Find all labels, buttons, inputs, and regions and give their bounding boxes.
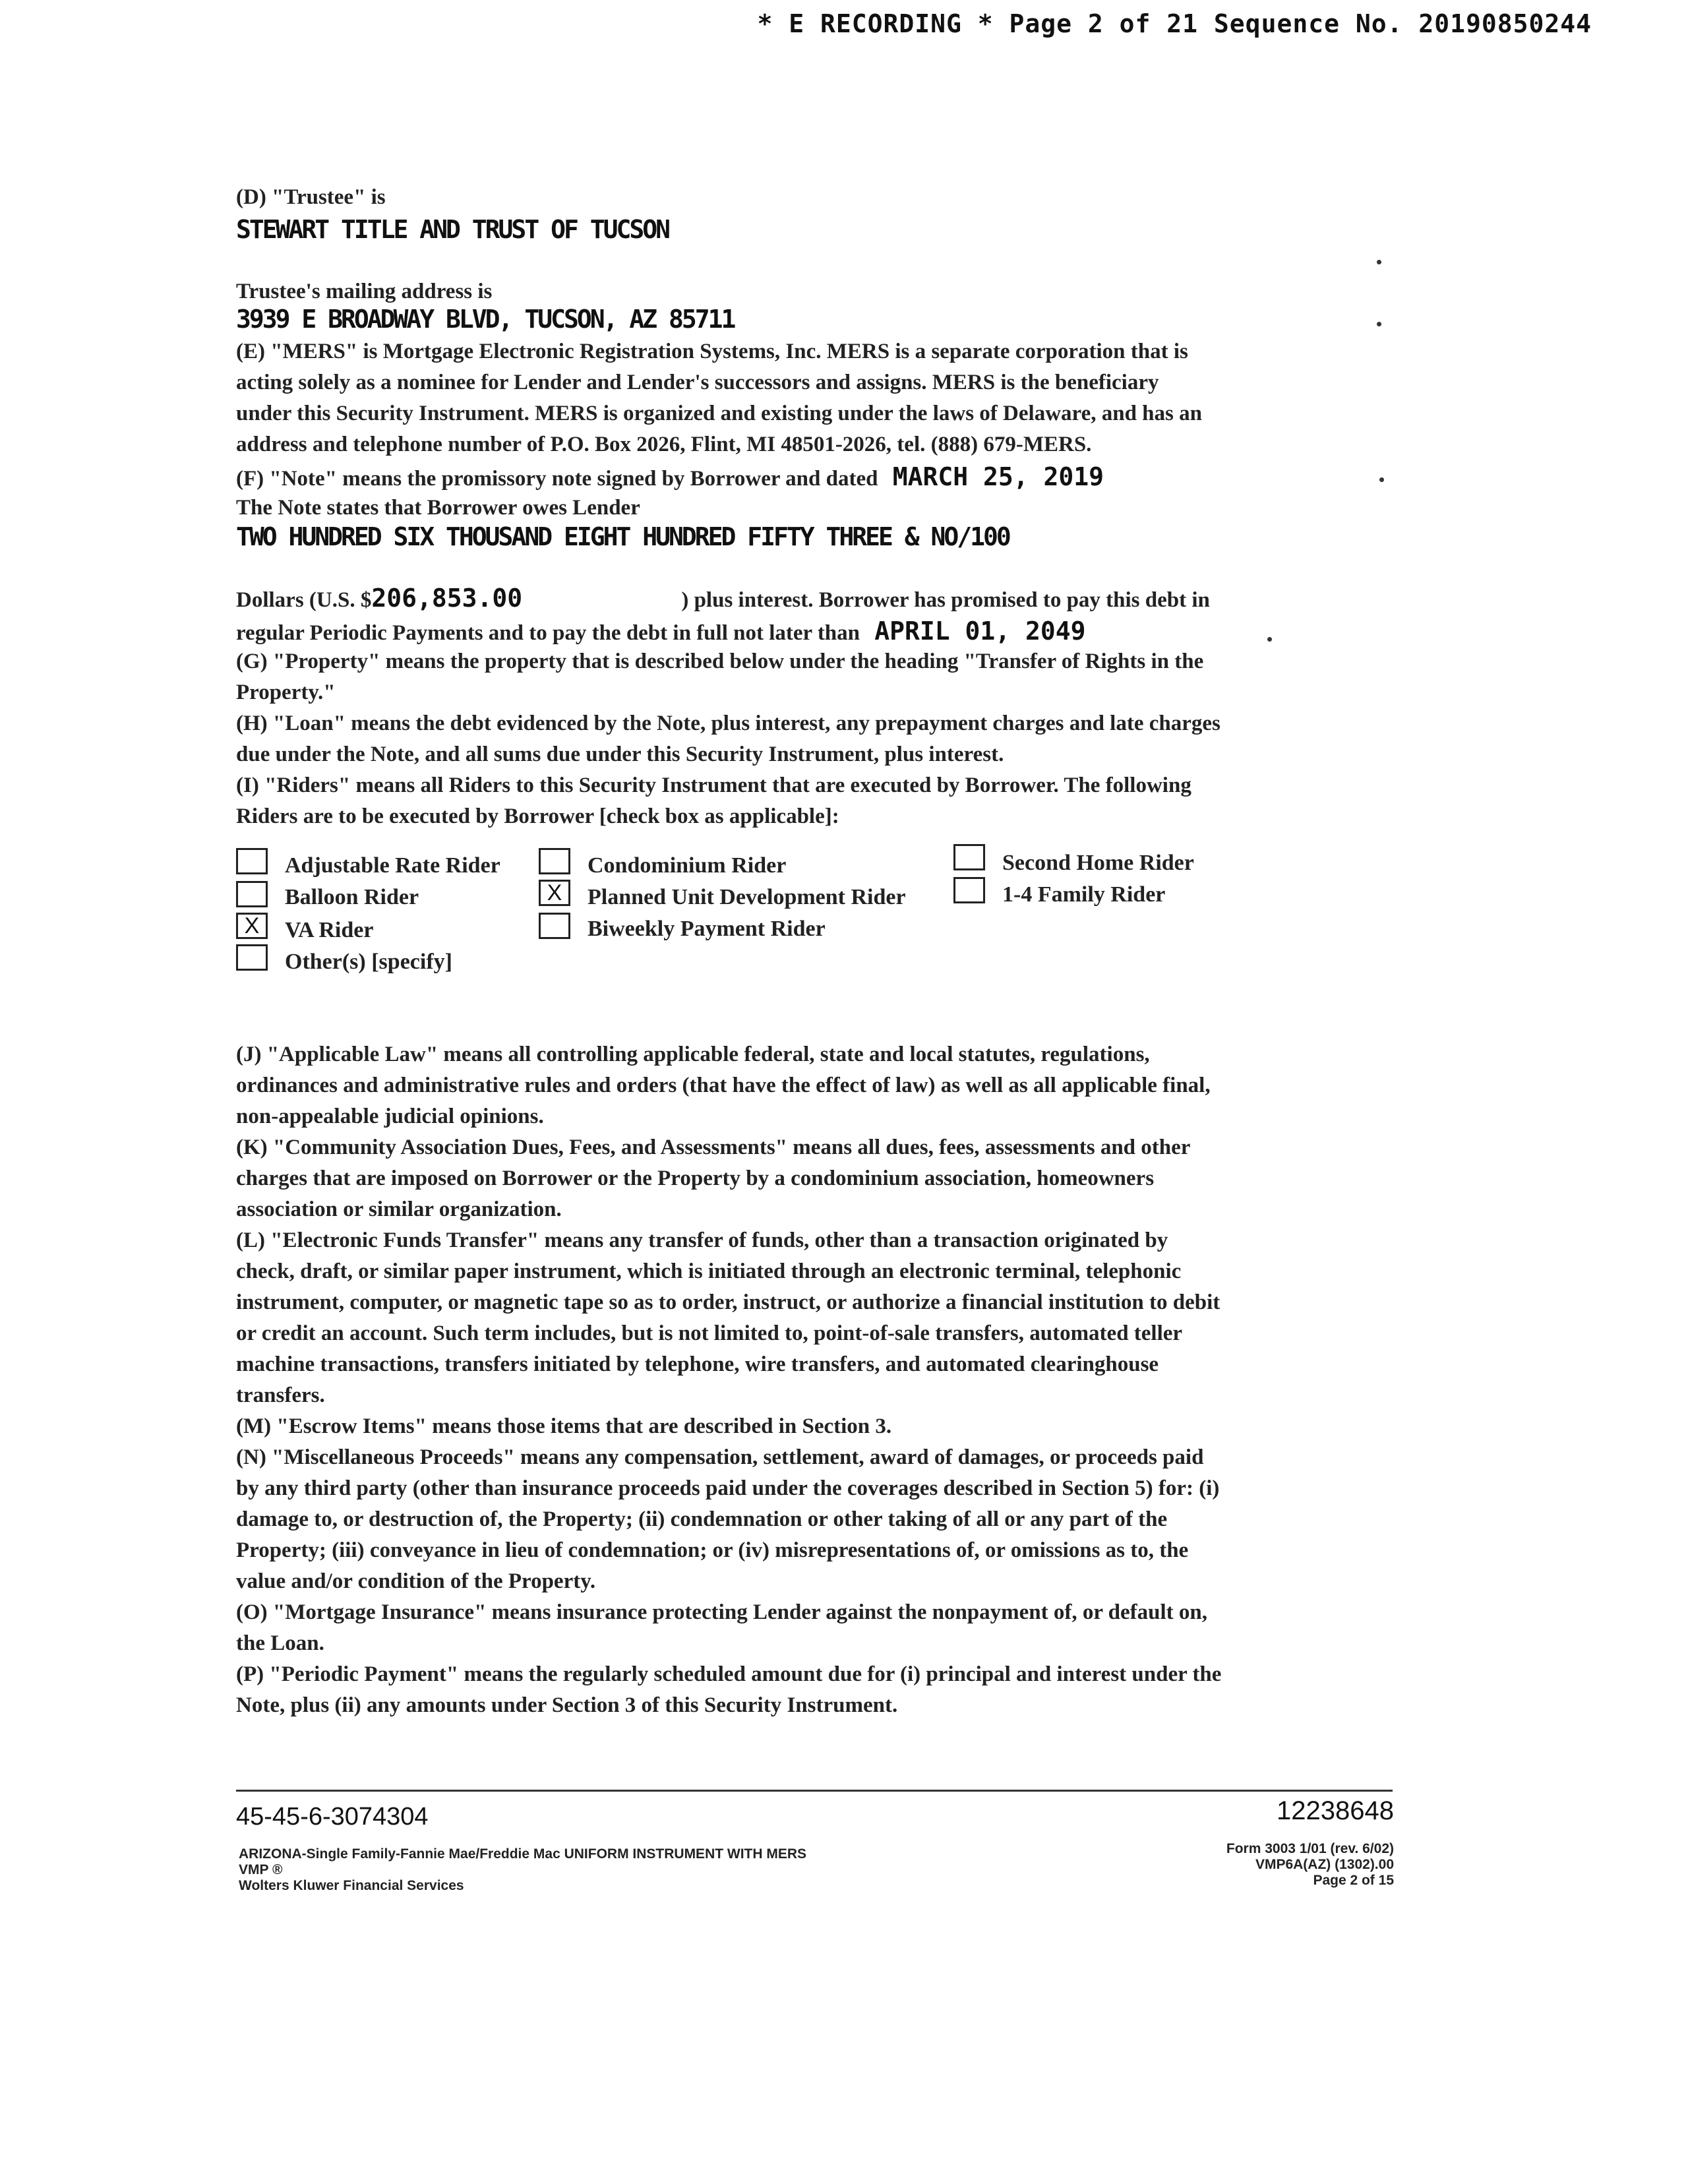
loan-amount: 206,853.00 <box>371 584 523 613</box>
rider-label-adjustable-rate: Adjustable Rate Rider <box>285 853 500 878</box>
rider-checkbox-planned-unit-development[interactable]: X <box>539 880 570 906</box>
mers-line: under this Security Instrument. MERS is organized and existing under the laws of Delaware, and has an <box>236 402 1202 425</box>
trustee-address-label: Trustee's mailing address is <box>236 280 493 303</box>
mers-line: acting solely as a nominee for Lender and Lender's successors and assigns. MERS is the beneficiary <box>236 371 1159 394</box>
maturity-text: regular Periodic Payments and to pay the debt in full not later than <box>236 621 860 645</box>
definition-line: by any third party (other than insurance proceeds paid under the coverages described in Section 5) for: (i) <box>236 1476 1220 1500</box>
rider-label-condominium: Condominium Rider <box>588 853 787 878</box>
form-identifiers <box>1226 1841 1394 1889</box>
rider-label-other: Other(s) [specify] <box>285 950 452 974</box>
definition-line: association or similar organization. <box>236 1198 562 1221</box>
definition-line: instrument, computer, or magnetic tape so as to order, instruct, or authorize a financial institution to debit <box>236 1290 1221 1314</box>
definition-line: due under the Note, and all sums due under this Security Instrument, plus interest. <box>236 743 1004 766</box>
rider-checkbox-va[interactable]: X <box>236 913 268 939</box>
note-text: (F) "Note" means the promissory note signed by Borrower and dated <box>236 467 878 491</box>
mers-paragraph <box>236 336 1391 460</box>
definition-line: Property." <box>236 681 336 704</box>
form-number: Form 3003 1/01 (rev. 6/02) <box>1226 1841 1394 1856</box>
definition-line: machine transactions, transfers initiated by telephone, wire transfers, and automated clearinghouse <box>236 1352 1159 1376</box>
mers-line: (E) "MERS" is Mortgage Electronic Registration Systems, Inc. MERS is a separate corporation that is <box>236 340 1188 363</box>
page-number: Page 2 of 15 <box>1313 1873 1394 1888</box>
definition-line: transfers. <box>236 1383 325 1407</box>
definition-line: or credit an account. Such term includes, but is not limited to, point-of-sale transfers, automated teller <box>236 1321 1183 1345</box>
definition-line: (N) "Miscellaneous Proceeds" means any compensation, settlement, award of damages, or proceeds paid <box>236 1445 1204 1469</box>
rider-checkbox-second-home[interactable] <box>953 844 985 870</box>
dot-mark <box>1379 477 1384 482</box>
rider-checkbox-1-4-family[interactable] <box>953 877 985 903</box>
definition-line: (G) "Property" means the property that is described below under the heading "Transfer of Rights in the <box>236 650 1204 673</box>
footer-rule <box>236 1790 1393 1792</box>
definition-line: (I) "Riders" means all Riders to this Security Instrument that are executed by Borrower. The following <box>236 774 1191 797</box>
dollars-suffix: ) plus interest. Borrower has promised to pay this debt in <box>681 588 1210 612</box>
definitions-j-p <box>236 1039 1391 1721</box>
loan-number: 45-45-6-3074304 <box>236 1803 429 1831</box>
definition-line: (H) "Loan" means the debt evidenced by the Note, plus interest, any prepayment charges and late charges <box>236 712 1221 735</box>
rider-checkbox-biweekly-payment[interactable] <box>539 913 570 939</box>
rider-checkbox-adjustable-rate[interactable] <box>236 848 268 874</box>
definition-line: value and/or condition of the Property. <box>236 1569 596 1593</box>
trustee-name: STEWART TITLE AND TRUST OF TUCSON <box>236 215 669 244</box>
definition-line: check, draft, or similar paper instrument, which is initiated through an electronic terminal, telephonic <box>236 1259 1182 1283</box>
amount-in-words: TWO HUNDRED SIX THOUSAND EIGHT HUNDRED FIFTY THREE & NO/100 <box>236 522 1010 551</box>
maturity-date: APRIL 01, 2049 <box>874 617 1086 646</box>
rider-label-second-home: Second Home Rider <box>1002 851 1194 875</box>
form-description <box>239 1846 806 1894</box>
definition-line: (J) "Applicable Law" means all controlling applicable federal, state and local statutes, regulations, <box>236 1043 1150 1066</box>
definition-line: (O) "Mortgage Insurance" means insurance protecting Lender against the nonpayment of, or default on, <box>236 1600 1208 1624</box>
document-number: 12238648 <box>1277 1796 1394 1825</box>
definition-line: damage to, or destruction of, the Property; (ii) condemnation or other taking of all or any part of the <box>236 1507 1168 1531</box>
definition-line: Note, plus (ii) any amounts under Section 3 of this Security Instrument. <box>236 1693 898 1717</box>
definition-line: non-appealable judicial opinions. <box>236 1105 544 1128</box>
definition-line: Property; (iii) conveyance in lieu of condemnation; or (iv) misrepresentations of, or omissions as to, the <box>236 1538 1189 1562</box>
publisher-name: Wolters Kluwer Financial Services <box>239 1878 464 1893</box>
trustee-address: 3939 E BROADWAY BLVD, TUCSON, AZ 85711 <box>236 305 735 334</box>
maturity-line <box>236 617 1086 646</box>
note-owes-label: The Note states that Borrower owes Lender <box>236 496 640 520</box>
rider-checkbox-balloon[interactable] <box>236 881 268 907</box>
definition-line: (P) "Periodic Payment" means the regularly scheduled amount due for (i) principal and interest under the <box>236 1662 1222 1686</box>
dot-mark <box>1267 637 1272 642</box>
rider-label-biweekly-payment: Biweekly Payment Rider <box>588 917 826 941</box>
definition-line: (L) "Electronic Funds Transfer" means any transfer of funds, other than a transaction originated by <box>236 1228 1168 1252</box>
rider-label-planned-unit-development: Planned Unit Development Rider <box>588 885 906 909</box>
definition-line: (M) "Escrow Items" means those items that are described in Section 3. <box>236 1414 892 1438</box>
rider-label-1-4-family: 1-4 Family Rider <box>1002 882 1166 907</box>
vmp-mark: VMP ® <box>239 1862 283 1877</box>
rider-label-balloon: Balloon Rider <box>285 885 419 909</box>
definition-line: (K) "Community Association Dues, Fees, and Assessments" means all dues, fees, assessments and other <box>236 1136 1191 1159</box>
rider-checkbox-other[interactable] <box>236 944 268 971</box>
rider-checkbox-condominium[interactable] <box>539 848 570 874</box>
rider-label-va: VA Rider <box>285 918 374 942</box>
definitions-g-i <box>236 646 1391 832</box>
dollars-prefix: Dollars (U.S. $ <box>236 588 372 612</box>
recording-stamp: * E RECORDING * Page 2 of 21 Sequence No. 20190850244 <box>757 9 1592 38</box>
dot-mark <box>1377 322 1381 326</box>
trustee-label: (D) "Trustee" is <box>236 185 386 209</box>
definition-line: charges that are imposed on Borrower or the Property by a condominium association, homeowners <box>236 1167 1155 1190</box>
note-date: MARCH 25, 2019 <box>892 462 1104 491</box>
definition-line: ordinances and administrative rules and orders (that have the effect of law) as well as all applicable final, <box>236 1074 1211 1097</box>
definition-line: the Loan. <box>236 1631 324 1655</box>
form-code: VMP6A(AZ) (1302).00 <box>1255 1857 1394 1872</box>
note-definition <box>236 462 1104 491</box>
form-title: ARIZONA-Single Family-Fannie Mae/Freddie Mac UNIFORM INSTRUMENT WITH MERS <box>239 1846 807 1862</box>
mers-line: address and telephone number of P.O. Box 2026, Flint, MI 48501-2026, tel. (888) 679-MERS. <box>236 433 1092 456</box>
dollars-line <box>236 584 1391 613</box>
definition-line: Riders are to be executed by Borrower [check box as applicable]: <box>236 804 839 828</box>
dot-mark <box>1377 260 1381 264</box>
